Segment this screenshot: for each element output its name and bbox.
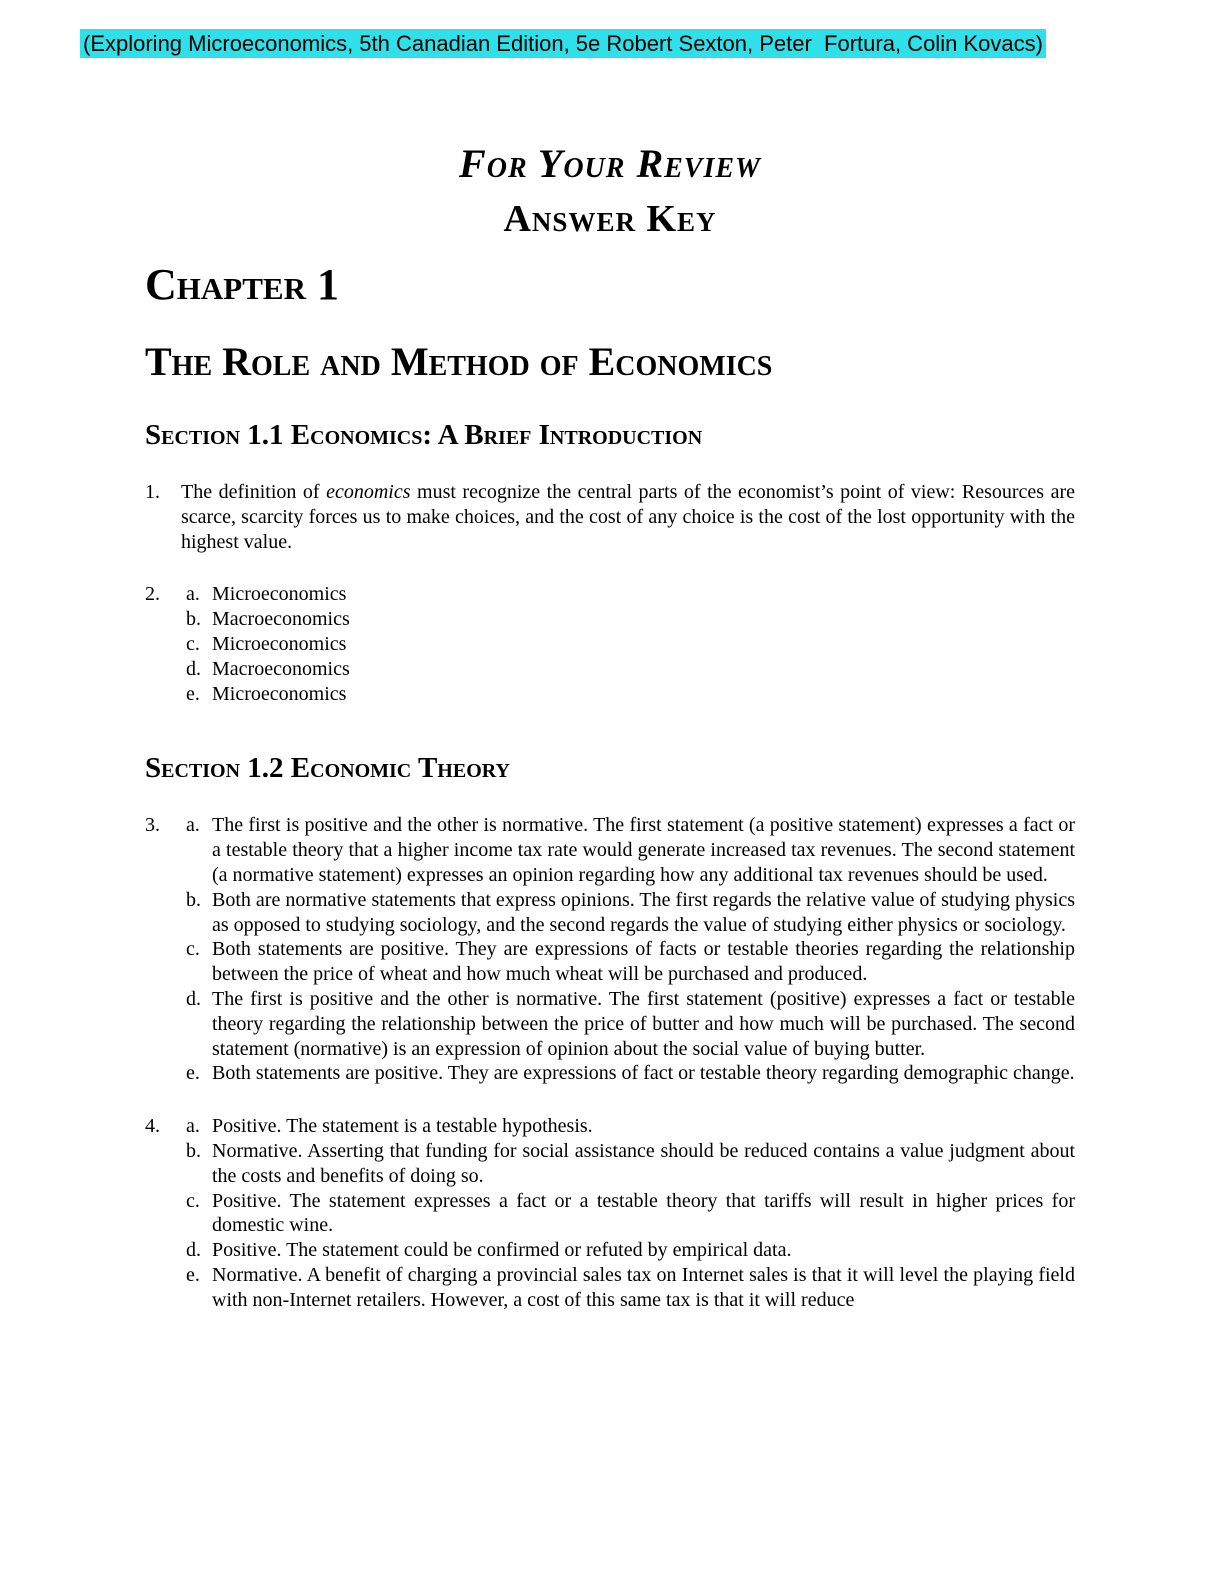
question-2-answers (181, 582, 1075, 706)
answer-4a (181, 1114, 1075, 1139)
question-1-text-post: must recognize the central parts of the economist’s point of view: Resources are scarce, scarcity forces us to make choices, and the cost of any choice is the cost of the lost opportunity with the highest value. (181, 481, 1075, 553)
answer-2e-label: e. (186, 682, 200, 705)
answer-3d-label: d. (186, 987, 201, 1010)
answer-3e-text: Both statements are positive. They are expressions of fact or testable theory regarding demographic change. (212, 1062, 1075, 1085)
answer-2c (181, 632, 1075, 657)
answer-2b (181, 607, 1075, 632)
answer-4c (181, 1189, 1075, 1239)
answer-3b-label: b. (186, 888, 201, 911)
answer-4d-label: d. (186, 1239, 201, 1262)
answer-4b-label: b. (186, 1139, 201, 1162)
answer-2a (181, 582, 1075, 607)
review-title: For Your Review (459, 141, 761, 186)
answer-2b-label: b. (186, 608, 201, 631)
answer-4a-label: a. (186, 1115, 200, 1138)
citation-header (80, 30, 1046, 58)
answer-4a-text: Positive. The statement is a testable hypothesis. (212, 1115, 593, 1138)
question-1-number: 1. (145, 481, 160, 503)
answer-2d-label: d. (186, 657, 201, 680)
question-3-number: 3. (145, 814, 160, 837)
answer-3b (181, 888, 1075, 938)
answer-3a-text: The first is positive and the other is normative. The first statement (a positive statement) expresses a fact or a testable theory that a higher income tax rate would generate increased tax revenues. The second statement (a normative statement) expresses an opinion regarding how any additional tax revenues should be used. (212, 814, 1075, 886)
answer-4e-text: Normative. A benefit of charging a provincial sales tax on Internet sales is that it will level the playing field with non-Internet retailers. However, a cost of this same tax is that it will reduce (212, 1263, 1075, 1311)
question-4-number: 4. (145, 1115, 160, 1138)
answer-3d (181, 987, 1075, 1061)
answer-2e (181, 682, 1075, 707)
question-4-answers (181, 1114, 1075, 1312)
question-4 (145, 1114, 1075, 1312)
answer-2b-text: Macroeconomics (212, 608, 350, 631)
answer-4d-text: Positive. The statement could be confirmed or refuted by empirical data. (212, 1239, 792, 1262)
answer-4e (181, 1263, 1075, 1313)
citation-text: (Exploring Microeconomics, 5th Canadian Edition, 5e Robert Sexton, Peter Fortura, Colin Kovacs) (80, 29, 1046, 58)
question-3 (145, 813, 1075, 1086)
answer-3c-text: Both statements are positive. They are expressions of facts or testable theories regarding the relationship between the price of wheat and how much wheat will be purchased and produced. (212, 938, 1075, 986)
answer-3a-label: a. (186, 814, 200, 837)
answer-3c (181, 937, 1075, 987)
answer-key-title: Answer Key (503, 198, 717, 240)
answer-4c-label: c. (186, 1189, 200, 1212)
answer-2d (181, 657, 1075, 682)
answer-4b (181, 1139, 1075, 1189)
answer-3c-label: c. (186, 938, 200, 961)
question-1-text (181, 480, 1075, 554)
answer-4b-text: Normative. Asserting that funding for social assistance should be reduced contains a value judgment about the costs and benefits of doing so. (212, 1139, 1075, 1187)
answer-3d-text: The first is positive and the other is normative. The first statement (positive) expresses a fact or testable theory regarding the relationship between the price of butter and how much will be purchased. The second statement (normative) is an expression of opinion about the social value of buying butter. (212, 987, 1075, 1060)
answer-2a-label: a. (186, 583, 200, 606)
chapter-heading: Chapter 1 (145, 260, 339, 309)
question-1-text-pre: The definition of (181, 481, 327, 503)
answer-4d (181, 1238, 1075, 1263)
question-1 (145, 480, 1075, 554)
question-1-italic-term: economics (326, 481, 411, 503)
chapter-title: The Role and Method of Economics (145, 339, 773, 384)
answer-4e-label: e. (186, 1263, 200, 1286)
question-2-number: 2. (145, 583, 160, 606)
section-1-2-heading: Section 1.2 Economic Theory (145, 752, 510, 785)
section-1-1-heading: Section 1.1 Economics: A Brief Introduction (145, 419, 703, 451)
answer-3a (181, 813, 1075, 887)
question-3-answers (181, 813, 1075, 1086)
answer-3e (181, 1061, 1075, 1086)
answer-3e-label: e. (186, 1062, 200, 1085)
answer-3b-text: Both are normative statements that express opinions. The first regards the relative value of studying physics as opposed to studying sociology, and the second regards the value of studying either physics or sociology. (212, 888, 1075, 936)
answer-4c-text: Positive. The statement expresses a fact or a testable theory that tariffs will result in higher prices for domestic wine. (212, 1189, 1075, 1237)
answer-2a-text: Microeconomics (212, 583, 347, 606)
answer-2e-text: Microeconomics (212, 682, 347, 705)
answer-2c-label: c. (186, 632, 200, 655)
answer-2c-text: Microeconomics (212, 632, 347, 655)
question-2 (145, 582, 1075, 706)
answer-2d-text: Macroeconomics (212, 657, 350, 680)
